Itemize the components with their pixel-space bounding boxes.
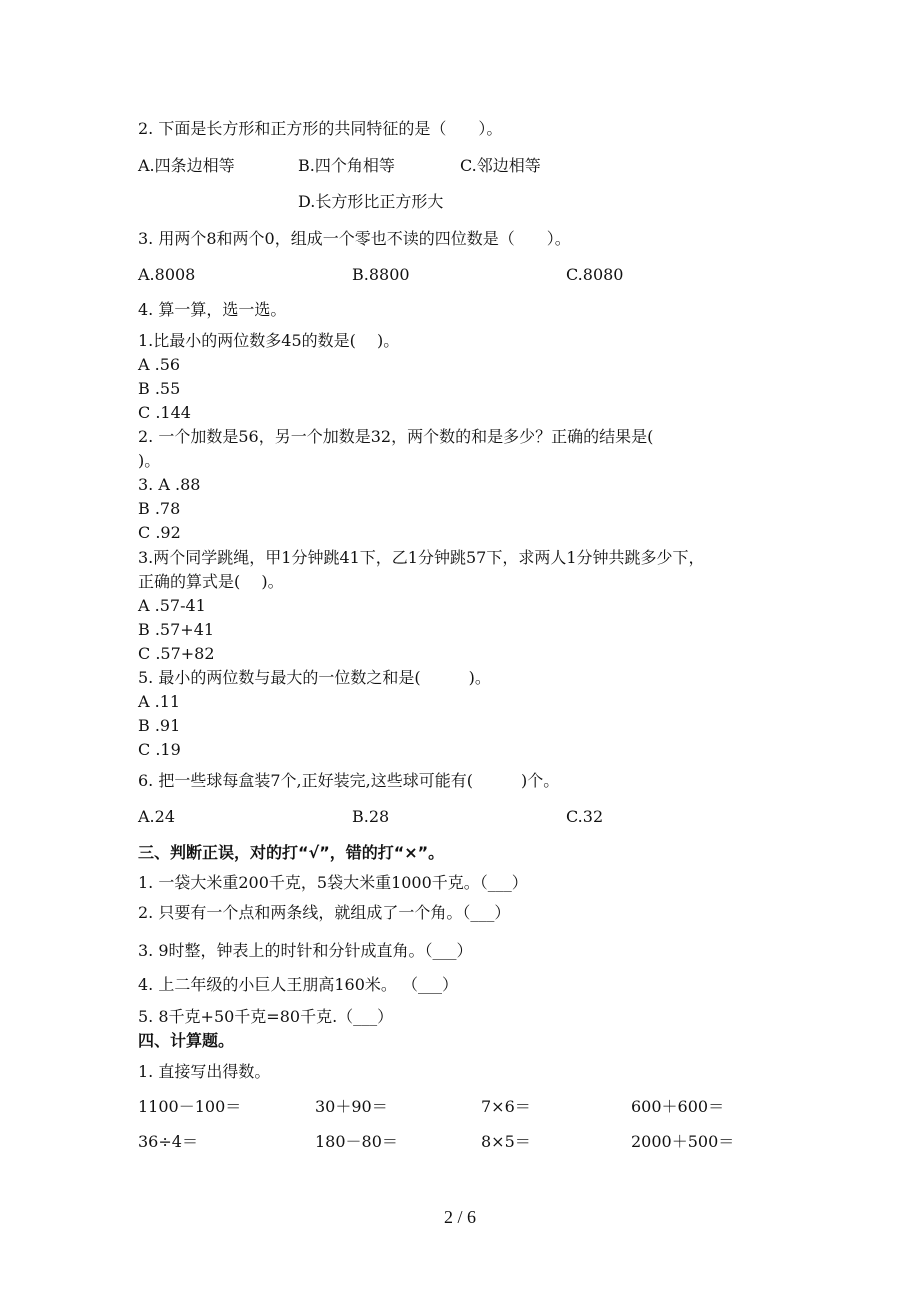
question-4-stem: 4. 算一算，选一选。 xyxy=(138,300,287,319)
section-3-title: 三、判断正误，对的打“√”，错的打“×”。 xyxy=(138,843,445,862)
question-2-option-a: A.四条边相等 xyxy=(138,156,235,175)
question-3-option-b: B.8800 xyxy=(352,265,410,284)
calc-item: 2000＋500＝ xyxy=(631,1132,735,1151)
page-number: 2 / 6 xyxy=(443,1207,476,1227)
question-4-1-option-c: C .144 xyxy=(138,403,191,422)
question-6-option-c: C.32 xyxy=(566,807,604,826)
question-4-3-option-a: A .57-41 xyxy=(138,596,206,615)
calc-item: 30＋90＝ xyxy=(315,1097,388,1116)
question-4-2-stem-line2: )。 xyxy=(138,451,161,470)
question-4-2-option-b: B .78 xyxy=(138,499,181,518)
question-4-2-stem-line1: 2. 一个加数是56，另一个加数是32，两个数的和是多少？正确的结果是( xyxy=(138,427,654,446)
calc-item: 600＋600＝ xyxy=(631,1097,725,1116)
question-4-1-stem: 1.比最小的两位数多45的数是( )。 xyxy=(138,331,400,350)
calc-item: 1100－100＝ xyxy=(138,1097,242,1116)
question-6-option-a: A.24 xyxy=(138,807,175,826)
judgement-item-2: 2. 只要有一个点和两条线，就组成了一个角。（___） xyxy=(138,903,511,922)
calc-instruction: 1. 直接写出得数。 xyxy=(138,1062,271,1081)
question-5-option-b: B .91 xyxy=(138,716,181,735)
question-4-1-option-a: A .56 xyxy=(138,355,181,374)
calc-item: 8×5＝ xyxy=(481,1132,531,1151)
judgement-item-5: 5. 8千克+50千克=80千克.（___） xyxy=(138,1007,394,1026)
question-4-3-stem-line2: 正确的算式是( )。 xyxy=(138,572,284,591)
question-3-stem: 3. 用两个8和两个0，组成一个零也不读的四位数是（ ）。 xyxy=(138,229,571,248)
section-4-title: 四、计算题。 xyxy=(138,1031,235,1050)
question-6-stem: 6. 把一些球每盒装7个,正好装完,这些球可能有( )个。 xyxy=(138,771,560,790)
question-2-option-d: D.长方形比正方形大 xyxy=(298,192,444,211)
question-6-option-b: B.28 xyxy=(352,807,390,826)
question-2-option-b: B.四个角相等 xyxy=(298,156,395,175)
calc-item: 180－80＝ xyxy=(315,1132,398,1151)
question-2-stem: 2. 下面是长方形和正方形的共同特征的是（ ）。 xyxy=(138,119,503,138)
question-4-3-option-b: B .57+41 xyxy=(138,620,215,639)
question-3-option-a: A.8008 xyxy=(138,265,196,284)
question-3-option-c: C.8080 xyxy=(566,265,624,284)
question-5-option-a: A .11 xyxy=(138,692,181,711)
question-4-3-stem-line1: 3.两个同学跳绳，甲1分钟跳41下，乙1分钟跳57下，求两人1分钟共跳多少下， xyxy=(138,548,705,567)
calc-item: 36÷4＝ xyxy=(138,1132,198,1151)
judgement-item-1: 1. 一袋大米重200千克，5袋大米重1000千克。（___） xyxy=(138,873,528,892)
question-4-1-option-b: B .55 xyxy=(138,379,181,398)
question-5-stem: 5. 最小的两位数与最大的一位数之和是( )。 xyxy=(138,668,491,687)
judgement-item-3: 3. 9时整，钟表上的时针和分针成直角。（___） xyxy=(138,941,473,960)
question-2-option-c: C.邻边相等 xyxy=(460,156,541,175)
judgement-item-4: 4. 上二年级的小巨人王朋高160米。 （___） xyxy=(138,975,458,994)
question-4-2-option-a: 3. A .88 xyxy=(138,475,201,494)
calc-item: 7×6＝ xyxy=(481,1097,531,1116)
question-4-2-option-c: C .92 xyxy=(138,523,181,542)
question-4-3-option-c: C .57+82 xyxy=(138,644,215,663)
question-5-option-c: C .19 xyxy=(138,740,181,759)
